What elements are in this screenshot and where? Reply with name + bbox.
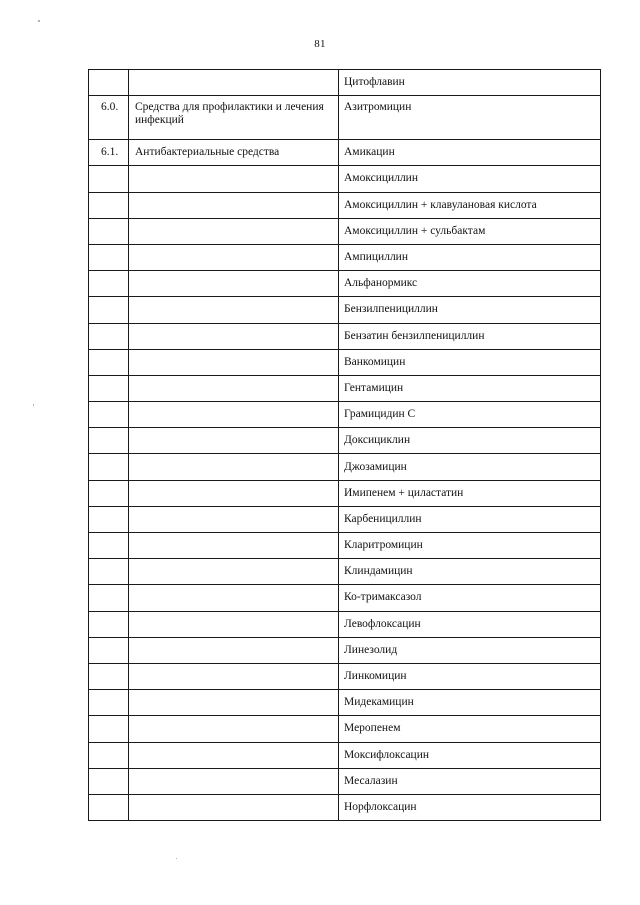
table-row (89, 271, 601, 297)
category-cell (129, 166, 339, 192)
category-cell (129, 690, 339, 716)
row-number-cell (89, 70, 129, 96)
drug-name-cell: Грамицидин С (339, 402, 601, 428)
category-cell (129, 716, 339, 742)
row-number-cell (89, 166, 129, 192)
row-number-cell (89, 244, 129, 270)
row-number-cell (89, 349, 129, 375)
drug-name-cell: Ампициллин (339, 244, 601, 270)
category-cell (129, 454, 339, 480)
table-row (89, 690, 601, 716)
drug-name-cell: Меропенем (339, 716, 601, 742)
table-row (89, 96, 601, 140)
drug-name-cell: Месалазин (339, 768, 601, 794)
scan-speck (176, 858, 177, 859)
drug-name-cell: Линезолид (339, 637, 601, 663)
drug-name-cell: Ванкомицин (339, 349, 601, 375)
row-number-cell (89, 297, 129, 323)
table-row (89, 794, 601, 820)
row-number-cell (89, 375, 129, 401)
table-row (89, 480, 601, 506)
category-cell (129, 533, 339, 559)
drug-name-cell: Бензилпенициллин (339, 297, 601, 323)
table-row (89, 506, 601, 532)
table-row (89, 637, 601, 663)
row-number-cell (89, 794, 129, 820)
row-number-cell: 6.1. (89, 140, 129, 166)
category-cell (129, 297, 339, 323)
row-number-cell (89, 559, 129, 585)
table-row (89, 742, 601, 768)
table-row (89, 244, 601, 270)
row-number-cell (89, 454, 129, 480)
scan-speck (33, 404, 34, 406)
table-row (89, 218, 601, 244)
row-number-cell (89, 480, 129, 506)
scan-speck (38, 20, 40, 22)
category-cell (129, 271, 339, 297)
row-number-cell: 6.0. (89, 96, 129, 140)
category-cell (129, 794, 339, 820)
table-row (89, 533, 601, 559)
category-cell (129, 742, 339, 768)
table-row (89, 428, 601, 454)
table-row (89, 611, 601, 637)
drug-name-cell: Гентамицин (339, 375, 601, 401)
row-number-cell (89, 402, 129, 428)
row-number-cell (89, 218, 129, 244)
row-number-cell (89, 192, 129, 218)
table-row (89, 166, 601, 192)
category-cell (129, 611, 339, 637)
row-number-cell (89, 637, 129, 663)
drug-name-cell: Бензатин бензилпенициллин (339, 323, 601, 349)
drug-name-cell: Моксифлоксацин (339, 742, 601, 768)
drug-name-cell: Клиндамицин (339, 559, 601, 585)
drug-name-cell: Левофлоксацин (339, 611, 601, 637)
category-cell: Средства для профилактики и лечения инфекций (129, 96, 339, 140)
drug-name-cell: Джозамицин (339, 454, 601, 480)
table-row (89, 663, 601, 689)
drug-name-cell: Карбенициллин (339, 506, 601, 532)
category-cell (129, 559, 339, 585)
drug-name-cell: Амоксициллин + сульбактам (339, 218, 601, 244)
drug-name-cell: Альфанормикс (339, 271, 601, 297)
category-cell (129, 663, 339, 689)
table-row (89, 585, 601, 611)
table-row (89, 70, 601, 96)
row-number-cell (89, 506, 129, 532)
table-row (89, 768, 601, 794)
row-number-cell (89, 611, 129, 637)
category-cell (129, 768, 339, 794)
row-number-cell (89, 585, 129, 611)
category-cell (129, 323, 339, 349)
row-number-cell (89, 271, 129, 297)
table-row (89, 349, 601, 375)
table-row (89, 454, 601, 480)
category-cell (129, 480, 339, 506)
drug-name-cell: Норфлоксацин (339, 794, 601, 820)
category-cell (129, 349, 339, 375)
row-number-cell (89, 428, 129, 454)
drug-name-cell: Мидекамицин (339, 690, 601, 716)
row-number-cell (89, 768, 129, 794)
table-row (89, 323, 601, 349)
category-cell (129, 70, 339, 96)
drug-name-cell: Линкомицин (339, 663, 601, 689)
table-row (89, 375, 601, 401)
row-number-cell (89, 323, 129, 349)
row-number-cell (89, 690, 129, 716)
table-row (89, 402, 601, 428)
row-number-cell (89, 716, 129, 742)
table-body (89, 70, 601, 821)
category-cell (129, 192, 339, 218)
row-number-cell (89, 742, 129, 768)
drug-name-cell: Амоксициллин (339, 166, 601, 192)
category-cell (129, 244, 339, 270)
drug-name-cell: Имипенем + циластатин (339, 480, 601, 506)
drug-list-table (88, 69, 601, 821)
drug-name-cell: Цитофлавин (339, 70, 601, 96)
table-row (89, 140, 601, 166)
drug-name-cell: Амоксициллин + клавулановая кислота (339, 192, 601, 218)
category-cell (129, 402, 339, 428)
category-cell (129, 637, 339, 663)
table-row (89, 192, 601, 218)
category-cell (129, 428, 339, 454)
table-row (89, 716, 601, 742)
table-row (89, 297, 601, 323)
drug-name-cell: Доксициклин (339, 428, 601, 454)
drug-name-cell: Ко-тримаксазол (339, 585, 601, 611)
drug-name-cell: Кларитромицин (339, 533, 601, 559)
category-cell (129, 506, 339, 532)
drug-name-cell: Амикацин (339, 140, 601, 166)
category-cell (129, 585, 339, 611)
row-number-cell (89, 663, 129, 689)
table-row (89, 559, 601, 585)
category-cell: Антибактериальные средства (129, 140, 339, 166)
row-number-cell (89, 533, 129, 559)
category-cell (129, 218, 339, 244)
page-number: 81 (314, 38, 326, 50)
drug-name-cell: Азитромицин (339, 96, 601, 140)
category-cell (129, 375, 339, 401)
